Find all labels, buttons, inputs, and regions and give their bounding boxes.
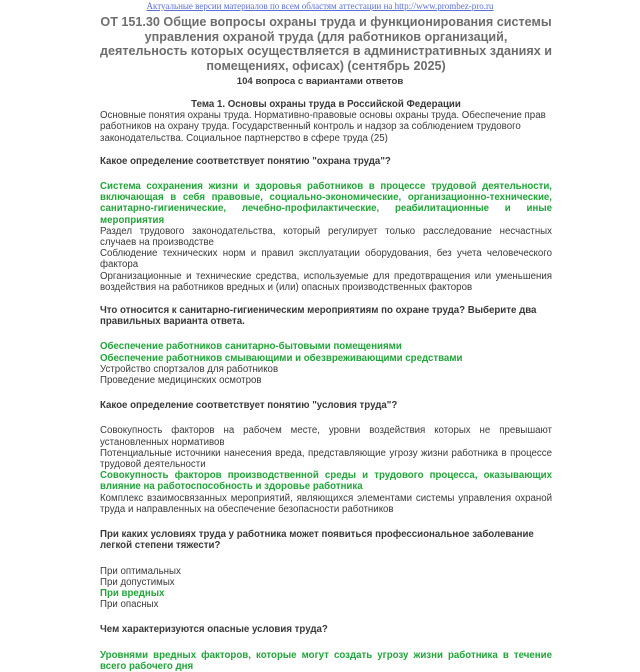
question-block	[100, 400, 552, 515]
topic-description: Основные понятия охраны труда. Нормативно-правовые основы охраны труда. Обеспечение прав работников на охрану труда. Государственный контроль и надзор за соблюдением трудового законодательства. Социальное партнерство в сфере труда (25)	[100, 110, 546, 144]
answer-option: При допустимых	[100, 576, 175, 588]
question-list	[100, 156, 552, 672]
correct-answer: Совокупность факторов производственной среды и трудового процесса, оказывающих влияние на работоспособность и здоровье работника	[100, 470, 552, 493]
correct-answer: Уровнями вредных факторов, которые могут создать угрозу жизни работника в течение всего рабочего дня	[100, 649, 552, 672]
topic-title: Тема 1. Основы охраны труда в Российской Федерации	[191, 99, 461, 110]
question-block	[100, 305, 552, 386]
answer-list	[100, 425, 552, 515]
question-text: Какое определение соответствует понятию "охрана труда"?	[100, 155, 391, 167]
answer-option: Организационные и технические средства, используемые для предотвращения или уменьшения воздействия на работников вредных и (или) опасных производственных факторов	[100, 270, 552, 293]
document-content	[100, 99, 552, 672]
correct-answer: Система сохранения жизни и здоровья работников в процессе трудовой деятельности, включающая в себя правовые, социально-экономические, организационно-технические, санитарно-гигиенические, лечебно-профилактические, реабилитационные и иные мероприятия	[100, 181, 552, 226]
document-subtitle: 104 вопроса с вариантами ответов	[236, 76, 404, 87]
answer-option: Проведение медицинских осмотров	[100, 375, 262, 387]
question-text: Что относится к санитарно-гигиеническим мероприятиям по охране труда? Выберите два правильных варианта ответа.	[100, 305, 537, 328]
question-text: Чем характеризуются опасные условия труда?	[100, 624, 328, 636]
answer-option: Раздел трудового законодательства, который регулирует только расследование несчастных случаев на производстве	[100, 225, 552, 249]
answer-option: При опасных	[100, 599, 159, 611]
question-block	[100, 624, 552, 672]
answer-list	[100, 181, 552, 293]
correct-answer: Обеспечение работников санитарно-бытовыми помещениями	[100, 341, 402, 353]
answer-list	[100, 566, 552, 611]
answer-option: Потенциальные источники нанесения вреда, представляющие угрозу жизни работника в процессе трудовой деятельности	[100, 447, 552, 471]
answer-option: Комплекс взаимосвязанных мероприятий, являющихся элементами системы управления охраной труда и направленных на обеспечение безопасности работников	[100, 492, 552, 515]
answer-list	[100, 341, 552, 386]
answer-list	[100, 650, 552, 672]
answer-option: При оптимальных	[100, 565, 181, 577]
question-block	[100, 529, 552, 610]
question-text: Какое определение соответствует понятию "условия труда"?	[100, 400, 398, 412]
correct-answer: При вредных	[100, 587, 165, 599]
correct-answer: Обеспечение работников смывающими и обезвреживающими средствами	[100, 352, 463, 364]
answer-option: Соблюдение технических норм и правил эксплуатации оборудования, без учета человеческого фактора	[100, 248, 552, 271]
question-text: При каких условиях труда у работника может появиться профессиональное заболевание легкой степени тяжести?	[100, 529, 534, 552]
answer-option: Совокупность факторов на рабочем месте, уровни воздействия которых не превышают установленных нормативов	[100, 425, 552, 448]
answer-option: Устройство спортзалов для работников	[100, 363, 279, 375]
question-block	[100, 156, 552, 293]
document-title: ОТ 151.30 Общие вопросы охраны труда и функционирования системы управления охраной труда (для работников организаций, деятельность которых осуществляется в административных зданиях и помещениях, офисах) (сентябрь 2025)	[100, 15, 552, 73]
prombez-link[interactable]: Актуальные версии материалов по всем областям аттестации на http://www.prombez-pro.ru	[146, 1, 494, 11]
